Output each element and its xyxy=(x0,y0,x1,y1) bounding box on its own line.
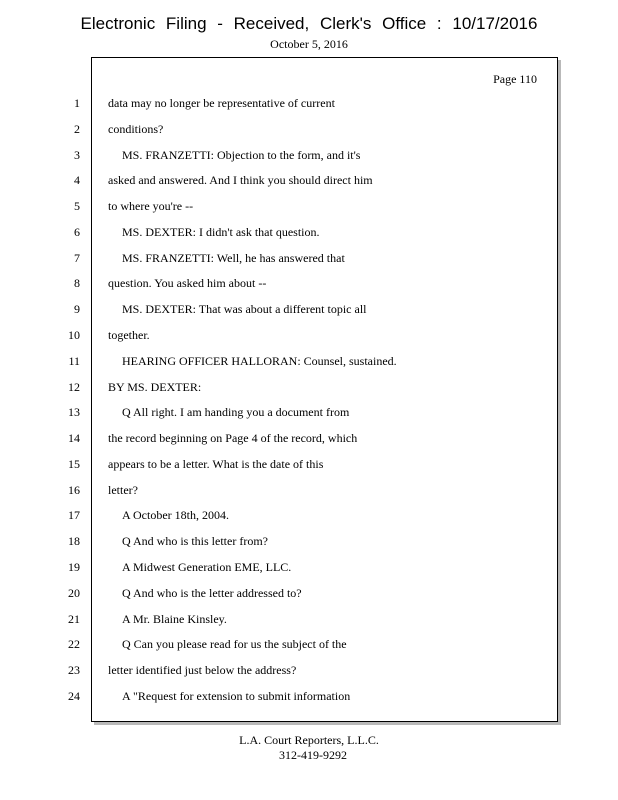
line-number: 19 xyxy=(68,560,80,574)
line-number: 5 xyxy=(74,199,80,213)
transcript-line-text: MS. FRANZETTI: Objection to the form, and it's xyxy=(122,148,361,162)
transcript-line-text: Q And who is the letter addressed to? xyxy=(122,586,302,600)
transcript-line-text: asked and answered. And I think you should direct him xyxy=(108,173,373,187)
transcript-line-text: to where you're -- xyxy=(108,199,194,213)
transcript-line-text: MS. DEXTER: I didn't ask that question. xyxy=(122,225,320,239)
transcript-line-text: A October 18th, 2004. xyxy=(122,508,229,522)
transcript-line-text: data may no longer be representative of current xyxy=(108,96,335,110)
line-number: 15 xyxy=(68,457,80,471)
line-number: 4 xyxy=(74,173,80,187)
line-number: 23 xyxy=(68,663,80,677)
line-number: 12 xyxy=(68,380,80,394)
transcript-line-text: A Midwest Generation EME, LLC. xyxy=(122,560,292,574)
line-number: 13 xyxy=(68,405,80,419)
hearing-date: October 5, 2016 xyxy=(270,37,348,51)
line-number: 21 xyxy=(68,612,80,626)
line-number: 16 xyxy=(68,483,80,497)
line-number: 8 xyxy=(74,276,80,290)
line-number: 22 xyxy=(68,637,80,651)
transcript-line-text: Q And who is this letter from? xyxy=(122,534,268,548)
line-number: 7 xyxy=(74,251,80,265)
line-number: 1 xyxy=(74,96,80,110)
filing-stamp: Electronic Filing - Received, Clerk's Office : 10/17/2016 xyxy=(80,14,538,33)
line-number: 17 xyxy=(68,508,80,522)
court-reporter-name: L.A. Court Reporters, L.L.C. xyxy=(239,733,379,747)
transcript-line-text: appears to be a letter. What is the date of this xyxy=(108,457,324,471)
transcript-line-text: BY MS. DEXTER: xyxy=(108,380,202,394)
line-number: 14 xyxy=(68,431,80,445)
transcript-line-text: HEARING OFFICER HALLORAN: Counsel, sustained. xyxy=(122,354,397,368)
transcript-line-text: MS. FRANZETTI: Well, he has answered that xyxy=(122,251,345,265)
page-number: Page 110 xyxy=(493,72,537,86)
transcript-line-text: A Mr. Blaine Kinsley. xyxy=(122,612,227,626)
line-number: 18 xyxy=(68,534,80,548)
court-reporter-phone: 312-419-9292 xyxy=(279,748,347,762)
line-number: 20 xyxy=(68,586,80,600)
transcript-line-text: letter? xyxy=(108,483,138,497)
transcript-line-text: Q Can you please read for us the subject of the xyxy=(122,637,347,651)
line-number: 24 xyxy=(68,689,80,703)
line-number: 9 xyxy=(74,302,80,316)
line-number: 2 xyxy=(74,122,80,136)
transcript-line-text: Q All right. I am handing you a document from xyxy=(122,405,350,419)
line-number: 11 xyxy=(68,354,80,368)
line-number: 10 xyxy=(68,328,80,342)
transcript-line-text: question. You asked him about -- xyxy=(108,276,267,290)
transcript-line-text: the record beginning on Page 4 of the record, which xyxy=(108,431,358,445)
transcript-line-text: together. xyxy=(108,328,150,342)
line-number: 6 xyxy=(74,225,80,239)
transcript-line-text: MS. DEXTER: That was about a different topic all xyxy=(122,302,367,316)
line-number: 3 xyxy=(74,148,80,162)
transcript-line-text: A "Request for extension to submit information xyxy=(122,689,351,703)
transcript-line-text: conditions? xyxy=(108,122,164,136)
transcript-line-text: letter identified just below the address? xyxy=(108,663,297,677)
